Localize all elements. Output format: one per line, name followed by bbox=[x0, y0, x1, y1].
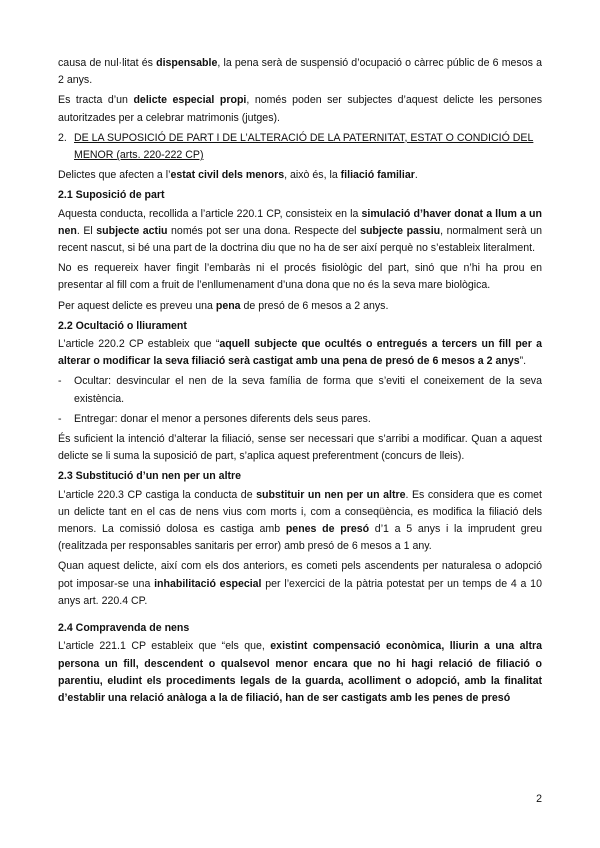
section-title-line2: MENOR (arts. 220-222 CP) bbox=[74, 149, 204, 162]
text: Es tracta d’un bbox=[58, 94, 134, 107]
bold-text: penes de presó bbox=[285, 523, 370, 536]
bold-text: substituir un nen per un altre bbox=[256, 488, 406, 501]
text: de presó de 6 mesos a 2 anys. bbox=[240, 299, 389, 312]
bold-text: pena bbox=[215, 299, 241, 312]
bold-text: inhabilitació especial bbox=[154, 577, 262, 590]
text: Per aquest delicte es preveu una bbox=[58, 299, 216, 312]
paragraph-2-1-a bbox=[58, 206, 542, 258]
bold-text: delicte especial propi bbox=[133, 94, 247, 107]
bold-text: dispensable bbox=[156, 57, 218, 69]
text: . Es considera que es comet un delicte tant en el cas de nens vius com morts i, com a conseqüència, es modifica la filiació dels menors. La comissió dolosa es castiga amb bbox=[58, 488, 542, 536]
text: . El bbox=[76, 224, 97, 237]
list-ocultacio bbox=[58, 373, 542, 428]
paragraph-pena-suspensio bbox=[58, 55, 542, 89]
list-item: - Entregar: donar el menor a persones diferents dels seus pares. bbox=[58, 411, 542, 428]
paragraph-delicte-especial bbox=[58, 92, 542, 126]
bold-text: estat civil dels menors bbox=[170, 169, 285, 182]
paragraph-2-1-c bbox=[58, 298, 542, 315]
text: L’article 220.2 CP estableix que “ bbox=[58, 338, 220, 351]
paragraph-intro bbox=[58, 167, 542, 184]
text: Aquesta conducta, recollida a l’article 220.1 CP, consisteix en la bbox=[58, 207, 362, 220]
text: Quan aquest delicte, així com els dos anteriors, es cometi pels ascendents per naturalesa o adopció pot imposar-se una bbox=[58, 560, 542, 590]
bold-text: aquell subjecte que ocultés o entregués a tercers un fill per a alterar o modificar la seva filiació serà castigat amb una pena de presó de 6 mesos a 2 anys bbox=[58, 338, 542, 368]
text: causa de nul·litat és bbox=[58, 57, 157, 69]
heading-2-4: 2.4 Compravenda de nens bbox=[58, 622, 190, 635]
text: L’article 220.3 CP castiga la conducta de bbox=[58, 488, 257, 501]
text: , això és, la bbox=[284, 169, 341, 182]
heading-2-2: 2.2 Ocultació o lliurament bbox=[58, 319, 187, 332]
text: d’1 a 5 anys i la imprudent greu (realitzada per responsables sanitaris per error) amb presó de 6 mesos a 1 any. bbox=[58, 523, 542, 553]
text: per l’exercici de la pàtria potestat per un temps de 4 a 10 anys art. 220.4 CP. bbox=[58, 577, 542, 607]
bold-text: simulació d’haver donat a llum a un nen bbox=[58, 207, 543, 237]
paragraph-2-3-b bbox=[58, 558, 542, 610]
section-2-title bbox=[58, 130, 542, 164]
list-item: - Ocultar: desvincular el nen de la seva família de forma que s’eviti el coneixement de la seva existència. bbox=[58, 373, 542, 407]
bold-text: subjecte passiu bbox=[360, 224, 441, 237]
heading-2-3: 2.3 Substitució d’un nen per un altre bbox=[58, 470, 242, 483]
bold-text: existint compensació econòmica, lliurin a una altra persona un fill, descendent o qualsevol menor encara que no hi hagi relació de filiació o parentiu, eludint els procediments legals de la guarda, acolliment o adopció, amb la finalitat d’establir una relació anàloga a la de filiació, han de ser castigats amb les penes de presó bbox=[58, 640, 542, 704]
paragraph-2-3-a bbox=[58, 487, 542, 556]
paragraph-2-2-b: És suficient la intenció d’alterar la filiació, sense ser necessari que s’arribi a modificar. Quan a aquest delicte se li suma la suposició de part, s’aplica aquest preferentment (concurs de lleis). bbox=[58, 433, 542, 463]
text: ”. bbox=[519, 355, 527, 368]
section-number: 2. bbox=[58, 131, 67, 144]
page-number: 2 bbox=[536, 793, 542, 805]
bold-text: filiació familiar bbox=[340, 169, 415, 182]
section-title-line1: DE LA SUPOSICIÓ DE PART I DE L’ALTERACIÓ DE LA PATERNITAT, ESTAT O CONDICIÓ DEL bbox=[74, 131, 534, 144]
text: només pot ser una dona. Respecte del bbox=[167, 224, 361, 237]
text: Delictes que afecten a l’ bbox=[58, 169, 171, 182]
paragraph-2-2-a bbox=[58, 336, 542, 370]
heading-2-1: 2.1 Suposició de part bbox=[58, 189, 165, 202]
paragraph-2-1-b: No es requereix haver fingit l’embaràs ni el procés fisiològic del part, sinó que n’hi ha prou en presentar al fill com a fruit de l’enllumenament d’una dona que no és la seva mare biològica. bbox=[58, 262, 542, 292]
text: , normalment serà un recent nascut, si bé una part de la doctrina diu que no ha de ser així perquè no s’estableix literalment. bbox=[58, 224, 542, 255]
document-page bbox=[58, 55, 542, 710]
text: . bbox=[414, 169, 418, 182]
text: L’article 221.1 CP estableix que “els que, bbox=[58, 640, 271, 653]
text: , la pena serà de suspensió d’ocupació o càrrec públic de 6 mesos a 2 anys. bbox=[58, 57, 542, 87]
bold-text: subjecte actiu bbox=[96, 224, 168, 237]
paragraph-2-4-a bbox=[58, 638, 542, 707]
text: , només poden ser subjectes d’aquest delicte les persones autoritzades per a celebrar matrimonis (jutges). bbox=[58, 94, 542, 124]
